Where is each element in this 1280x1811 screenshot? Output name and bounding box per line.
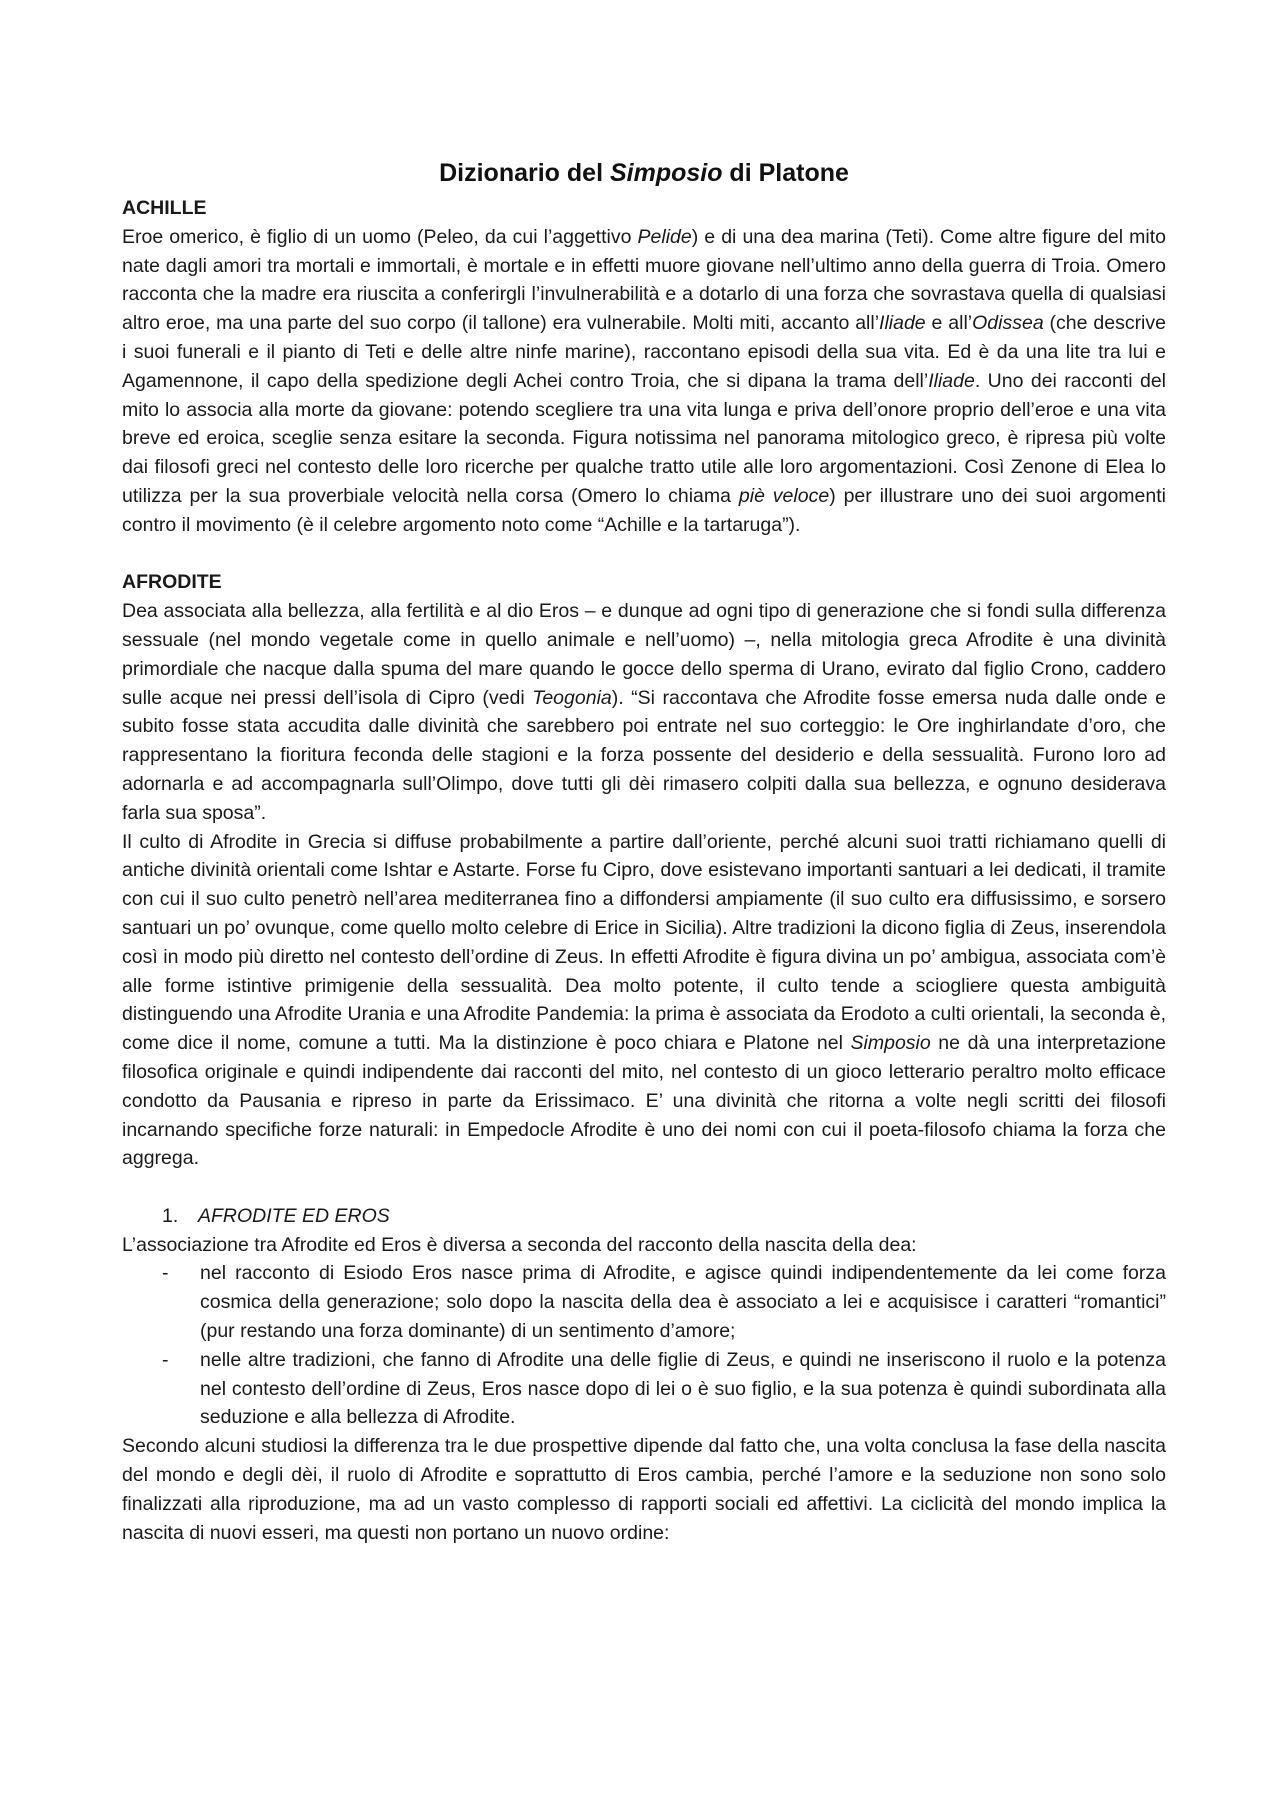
- document-title: Dizionario del Simposio di Platone: [439, 159, 849, 187]
- paragraph-afrodite-1: Dea associata alla bellezza, alla fertilità e al dio Eros – e dunque ad ogni tipo di generazione che si fondi sulla differenza sessuale (nel mondo vegetale come in quello animale e nell’uomo) –, nella mitologia greca Afrodite è una divinità primordiale che nacque dalla spuma del mare quando le gocce dello sperma di Urano, evirato dal figlio Crono, caddero sulle acque nei pressi dell’isola di Cipro (vedi Teogonia). “Si raccontava che Afrodite fosse emersa nuda dalle onde e subito fosse stata accudita dalle divinità che sarebbero poi entrate nel suo corteggio: le Ore inghirlandate d’oro, che rappresentano la fioritura feconda delle stagioni e la forza possente del desiderio e della sessualità. Furono loro ad adornarla e ad accompagnarla sull’Olimpo, dove tutti gli dèi rimasero colpiti dalla sua bellezza, e ognuno desiderava farla sua sposa”.: [122, 600, 1167, 824]
- dash-bullet: -: [162, 1348, 169, 1371]
- heading-afrodite: AFRODITE: [122, 571, 222, 594]
- section-heading-afrodite-eros: 1. AFRODITE ED EROS: [162, 1204, 390, 1227]
- spacer: [122, 1173, 1166, 1202]
- list-item: - nel racconto di Esiodo Eros nasce prima di Afrodite, e agisce quindi indipendentemente da lei come forza cosmica della generazione; solo dopo la nascita della dea è associato a lei e acquisisce i caratteri “romantici” (pur restando una forza dominante) di un sentimento d’amore;: [122, 1259, 1166, 1345]
- paragraph-achille: Eroe omerico, è figlio di un uomo (Peleo, da cui l’aggettivo Pelide) e di una dea marina (Teti). Come altre figure del mito nate dagli amori tra mortali e immortali, è mortale e in effetti muore giovane nell’ultimo anno della guerra di Troia. Omero racconta che la madre era riuscita a conferirgli l’invulnerabilità e a dotarlo di una forza che sovrastava quella di qualsiasi altro eroe, ma una parte del suo corpo (il tallone) era vulnerabile. Molti miti, accanto all’Iliade e all’Odissea (che descrive i suoi funerali e il pianto di Teti e delle altre ninfe marine), raccontano episodi della sua vita. Ed è da una lite tra lui e Agamennone, il capo della spedizione degli Achei contro Troia, che si dipana la trama dell’Iliade. Uno dei racconti del mito lo associa alla morte da giovane: potendo scegliere tra una vita lunga e priva dell’onore proprio dell’eroe e una vita breve ed eroica, sceglie senza esitare la seconda. Figura notissima nel panorama mitologico greco, è ripresa più volte dai filosofi greci nel contesto delle loro ricerche per qualche tratto utile alle loro argomentazioni. Così Zenone di Elea lo utilizza per la sua proverbiale velocità nella corsa (Omero lo chiama piè veloce) per illustrare uno dei suoi argomenti contro il movimento (è il celebre argomento noto come “Achille e la tartaruga”).: [122, 225, 1166, 536]
- dash-bullet: -: [162, 1262, 169, 1285]
- list-item: - nelle altre tradizioni, che fanno di Afrodite una delle figlie di Zeus, e quindi ne inseriscono il ruolo e la potenza nel contesto dell’ordine di Zeus, Eros nasce dopo di lei o è suo figlio, e la sua potenza è quindi subordinata alla seduzione e alla bellezza di Afrodite.: [122, 1346, 1166, 1432]
- spacer: [122, 540, 1166, 569]
- section-closing-paragraph: Secondo alcuni studiosi la differenza tra le due prospettive dipende dal fatto che, una volta conclusa la fase della nascita del mondo e degli dèi, il ruolo di Afrodite e soprattutto di Eros cambia, perché l’amore e la seduzione non sono solo finalizzati alla riproduzione, ma ad un vasto complesso di rapporti sociali ed affettivi. La ciclicità del mondo implica la nascita di nuovi esseri, ma questi non portano un nuovo ordine:: [122, 1435, 1166, 1544]
- paragraph-afrodite-2: Il culto di Afrodite in Grecia si diffuse probabilmente a partire dall’oriente, perché alcuni suoi tratti richiamano quelli di antiche divinità orientali come Ishtar e Astarte. Forse fu Cipro, dove esistevano importanti santuari a lei dedicati, il tramite con cui il suo culto penetrò nell’area mediterranea fino a diffondersi ampiamente (il suo culto era diffusissimo, e sorsero santuari un po’ ovunque, come quello molto celebre di Erice in Sicilia). Altre tradizioni la dicono figlia di Zeus, inserendola così in modo più diretto nel contesto dell’ordine di Zeus. In effetti Afrodite è figura divina un po’ ambigua, associata com’è alle forme istintive primigenie della sessualità. Dea molto potente, il culto tende a sciogliere questa ambiguità distinguendo una Afrodite Urania e una Afrodite Pandemia: la prima è associata da Erodoto a culti orientali, la seconda è, come dice il nome, comune a tutti. Ma la distinzione è poco chiara e Platone nel Simposio ne dà una interpretazione filosofica originale e quindi indipendente dai racconti del mito, nel contesto di un gioco letterario peraltro molto efficace condotto da Pausania e ripreso in parte da Erissimaco. E’ una divinità che ritorna a volte negli scritti dei filosofi incarnando specifiche forze naturali: in Empedocle Afrodite è uno dei nomi con cui il poeta-filosofo chiama la forza che aggrega.: [122, 830, 1166, 1170]
- dash-list: [122, 1259, 1166, 1432]
- section-intro: L’associazione tra Afrodite ed Eros è diversa a seconda del racconto della nascita della dea:: [122, 1233, 917, 1256]
- heading-achille: ACHILLE: [122, 197, 207, 219]
- document-page: [122, 152, 1166, 1547]
